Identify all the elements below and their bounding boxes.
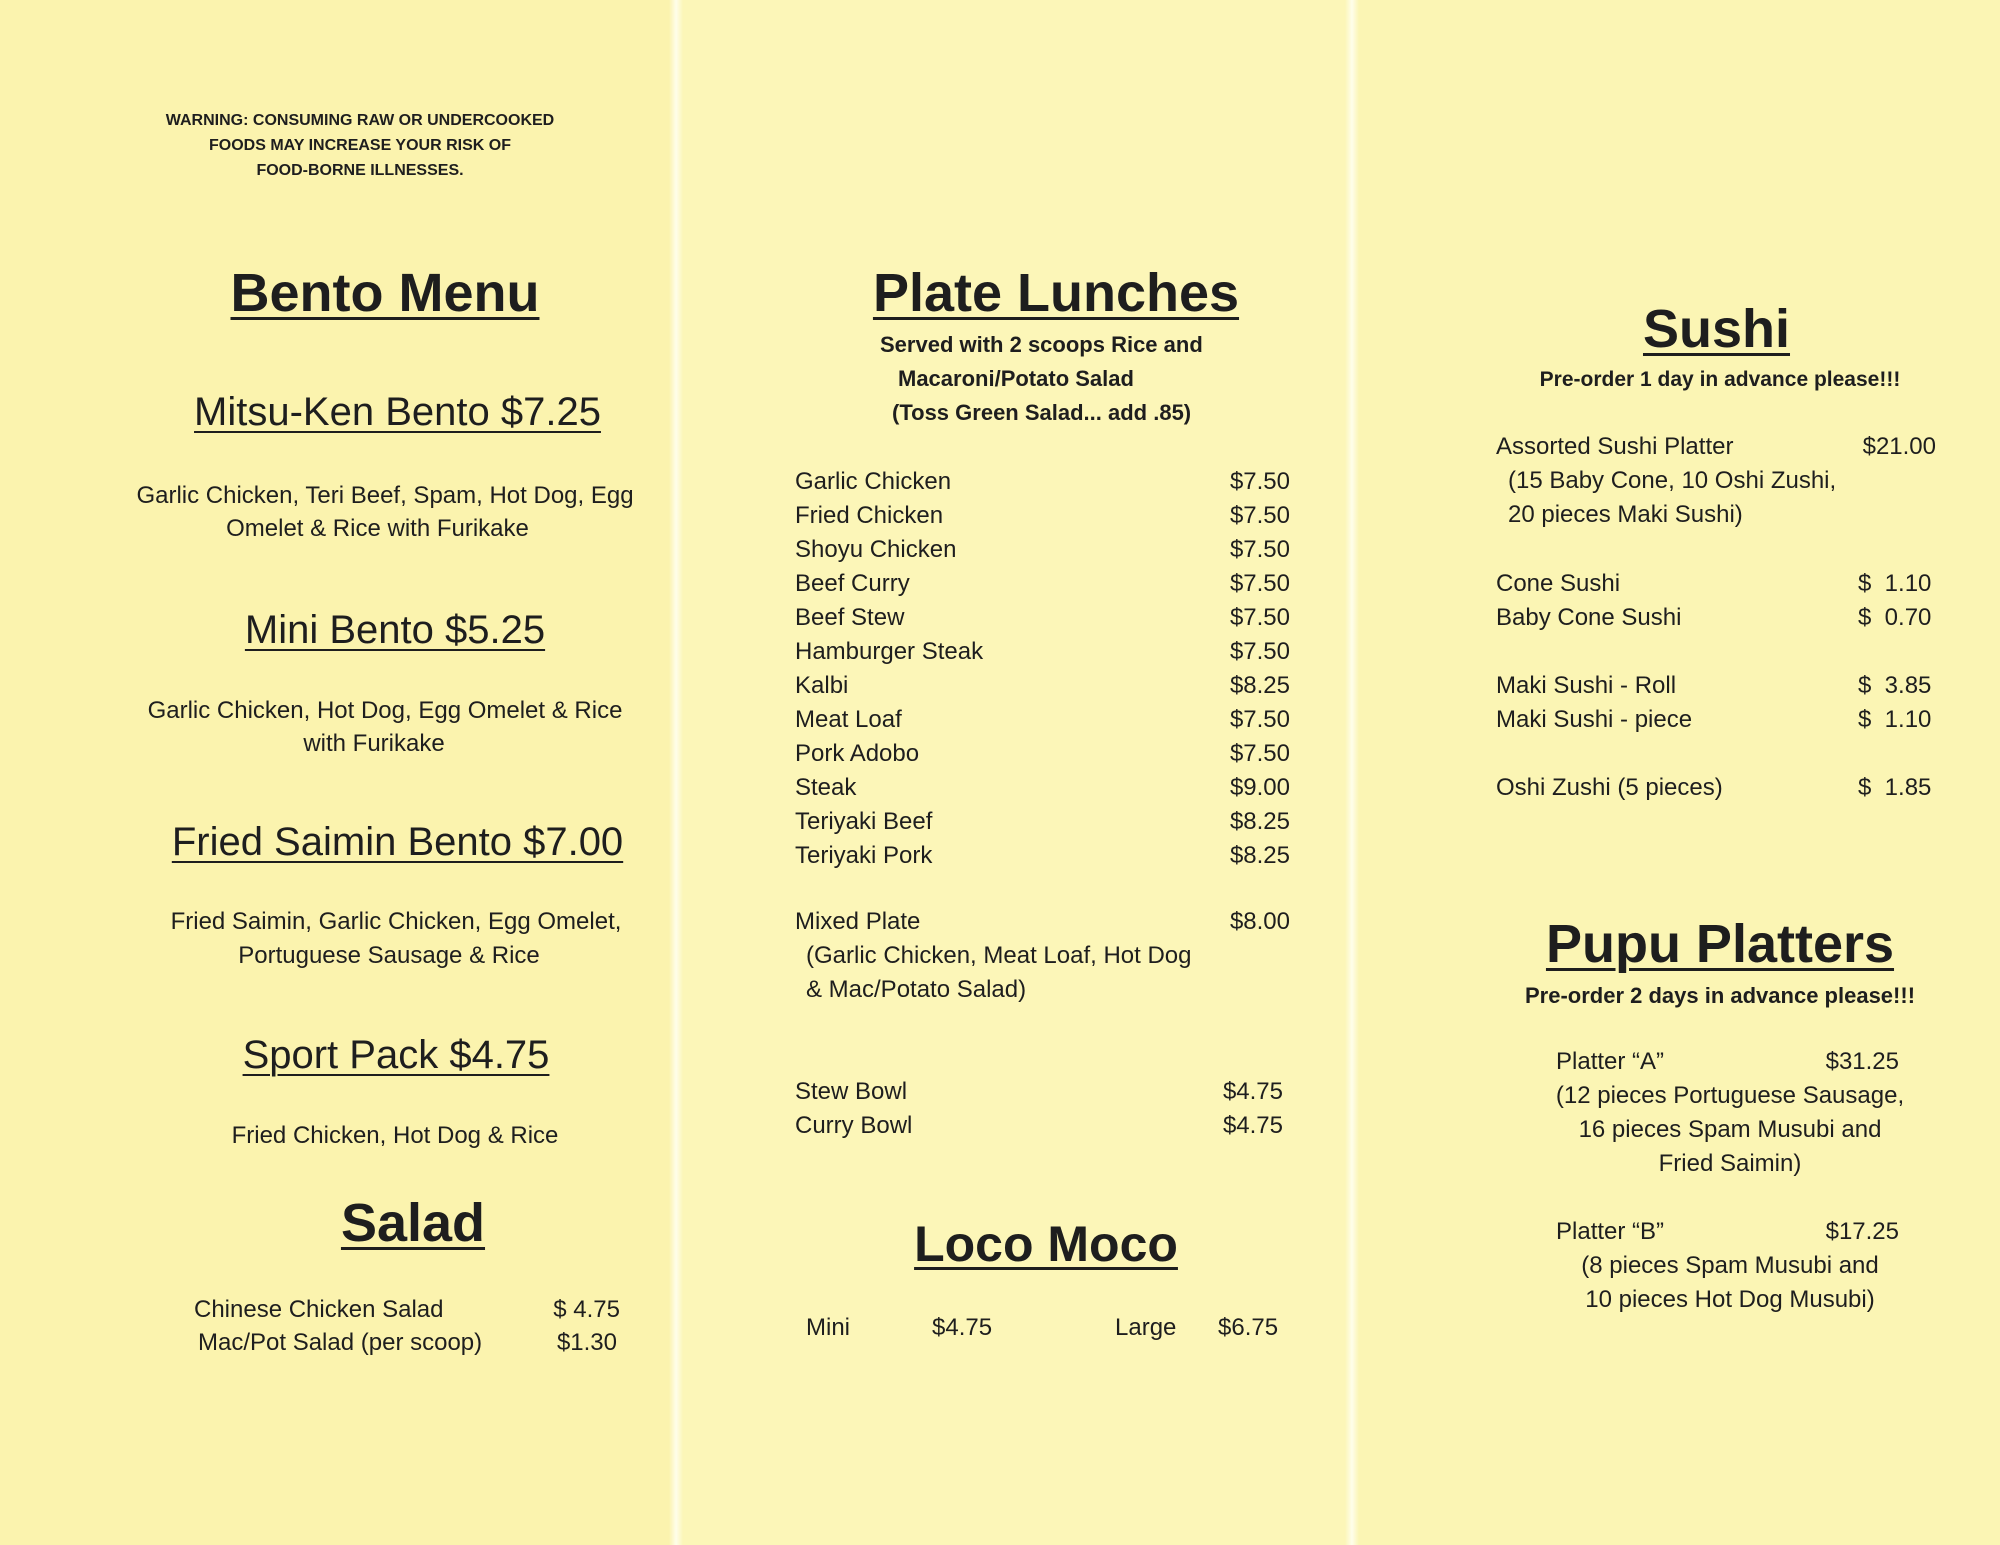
mixed-plate-price: $8.00 <box>1229 908 1290 935</box>
bento-item-name: Mitsu-Ken Bento $7.25 <box>194 390 601 434</box>
mixed-plate-desc: & Mac/Potato Salad) <box>806 976 1027 1003</box>
sushi-item-price: $ 0.70 <box>1858 604 1932 631</box>
sushi-platter-desc: 20 pieces Maki Sushi) <box>1508 501 1743 528</box>
sushi-item-name: Cone Sushi <box>1496 570 1621 597</box>
plate-item-name: Pork Adobo <box>795 740 920 767</box>
plate-item-price: $8.25 <box>1229 672 1290 699</box>
pupu-platter-price: $31.25 <box>1825 1048 1899 1075</box>
pupu-platter-desc: (12 pieces Portuguese Sausage, <box>1555 1082 1905 1109</box>
sushi-item-price: $ 1.85 <box>1858 774 1932 801</box>
plate-item-price: $9.00 <box>1229 774 1290 801</box>
loco-mini-price: $4.75 <box>932 1314 993 1341</box>
bento-menu-title: Bento Menu <box>230 263 540 323</box>
loco-moco-title: Loco Moco <box>914 1216 1178 1272</box>
fold-line-left <box>669 0 683 1545</box>
sushi-item-price: $ 3.85 <box>1858 672 1932 699</box>
sushi-platter-price: $21.00 <box>1862 433 1936 460</box>
bento-item-desc: Garlic Chicken, Hot Dog, Egg Omelet & Rice <box>147 697 623 724</box>
plate-note-line-3: (Toss Green Salad... add .85) <box>892 400 1192 425</box>
salad-item-name: Chinese Chicken Salad <box>194 1296 444 1323</box>
plate-item-price: $7.50 <box>1229 536 1290 563</box>
plate-item-name: Meat Loaf <box>795 706 902 733</box>
salad-item-price: $ 4.75 <box>553 1296 620 1323</box>
bowl-price: $4.75 <box>1222 1112 1283 1139</box>
sushi-item-price: $ 1.10 <box>1858 706 1932 733</box>
plate-item-name: Shoyu Chicken <box>795 536 957 563</box>
plate-item-price: $7.50 <box>1229 570 1290 597</box>
bento-item-desc: with Furikake <box>303 730 445 757</box>
plate-note-line-2: Macaroni/Potato Salad <box>898 366 1134 391</box>
sushi-platter-desc: (15 Baby Cone, 10 Oshi Zushi, <box>1508 467 1837 494</box>
pupu-platters-title: Pupu Platters <box>1545 914 1895 974</box>
mixed-plate-desc: (Garlic Chicken, Meat Loaf, Hot Dog <box>806 942 1192 969</box>
bento-item-desc: Fried Saimin, Garlic Chicken, Egg Omelet, <box>170 908 622 935</box>
bowl-name: Stew Bowl <box>795 1078 908 1105</box>
sushi-note: Pre-order 1 day in advance please!!! <box>1539 368 1901 391</box>
pupu-platter-name: Platter “B” <box>1556 1218 1665 1245</box>
bento-item-desc: Omelet & Rice with Furikake <box>226 515 529 542</box>
sushi-item-name: Maki Sushi - Roll <box>1496 672 1677 699</box>
pupu-note: Pre-order 2 days in advance please!!! <box>1524 983 1916 1008</box>
mixed-plate-name: Mixed Plate <box>795 908 921 935</box>
plate-item-name: Fried Chicken <box>795 502 944 529</box>
bento-item-name: Mini Bento $5.25 <box>244 608 546 652</box>
warning-line-1: WARNING: CONSUMING RAW OR UNDERCOOKED <box>165 112 555 129</box>
salad-item-name: Mac/Pot Salad (per scoop) <box>198 1329 483 1356</box>
pupu-platter-desc: Fried Saimin) <box>1658 1150 1802 1177</box>
sushi-item-name: Oshi Zushi (5 pieces) <box>1496 774 1723 801</box>
plate-item-price: $7.50 <box>1229 706 1290 733</box>
warning-line-2: FOODS MAY INCREASE YOUR RISK OF <box>209 137 511 154</box>
sushi-item-price: $ 1.10 <box>1858 570 1932 597</box>
plate-item-price: $7.50 <box>1229 468 1290 495</box>
sushi-title: Sushi <box>1642 299 1791 359</box>
bento-item-desc: Portuguese Sausage & Rice <box>238 942 540 969</box>
salad-title: Salad <box>340 1193 486 1253</box>
plate-item-price: $7.50 <box>1229 638 1290 665</box>
sushi-item-name: Maki Sushi - piece <box>1496 706 1693 733</box>
plate-lunches-title: Plate Lunches <box>872 263 1240 323</box>
plate-item-name: Teriyaki Pork <box>795 842 933 869</box>
plate-item-price: $8.25 <box>1229 808 1290 835</box>
sushi-item-name: Baby Cone Sushi <box>1496 604 1682 631</box>
pupu-platter-price: $17.25 <box>1825 1218 1899 1245</box>
plate-note-line-1: Served with 2 scoops Rice and <box>880 332 1203 357</box>
fold-line-right <box>1345 0 1359 1545</box>
plate-item-price: $8.25 <box>1229 842 1290 869</box>
bowl-price: $4.75 <box>1222 1078 1283 1105</box>
loco-large-label: Large <box>1115 1314 1177 1341</box>
bento-item-name: Sport Pack $4.75 <box>242 1033 550 1077</box>
sushi-platter-name: Assorted Sushi Platter <box>1496 433 1734 460</box>
bento-item-desc: Fried Chicken, Hot Dog & Rice <box>231 1122 559 1149</box>
pupu-platter-name: Platter “A” <box>1556 1048 1665 1075</box>
plate-item-name: Kalbi <box>795 672 849 699</box>
loco-large-price: $6.75 <box>1218 1314 1279 1341</box>
salad-item-price: $1.30 <box>556 1329 617 1356</box>
plate-item-name: Teriyaki Beef <box>795 808 933 835</box>
pupu-platter-desc: (8 pieces Spam Musubi and <box>1581 1252 1879 1279</box>
plate-item-name: Beef Curry <box>795 570 910 597</box>
plate-item-price: $7.50 <box>1229 502 1290 529</box>
warning-line-3: FOOD-BORNE ILLNESSES. <box>256 162 464 179</box>
bowl-name: Curry Bowl <box>795 1112 913 1139</box>
pupu-platter-desc: 10 pieces Hot Dog Musubi) <box>1585 1286 1875 1313</box>
plate-item-name: Steak <box>795 774 857 801</box>
plate-item-name: Beef Stew <box>795 604 905 631</box>
loco-mini-label: Mini <box>806 1314 851 1341</box>
plate-item-price: $7.50 <box>1229 740 1290 767</box>
plate-item-name: Garlic Chicken <box>795 468 952 495</box>
plate-item-price: $7.50 <box>1229 604 1290 631</box>
bento-item-name: Fried Saimin Bento $7.00 <box>171 820 624 864</box>
plate-item-name: Hamburger Steak <box>795 638 984 665</box>
pupu-platter-desc: 16 pieces Spam Musubi and <box>1578 1116 1882 1143</box>
bento-item-desc: Garlic Chicken, Teri Beef, Spam, Hot Dog, Egg <box>136 482 634 509</box>
